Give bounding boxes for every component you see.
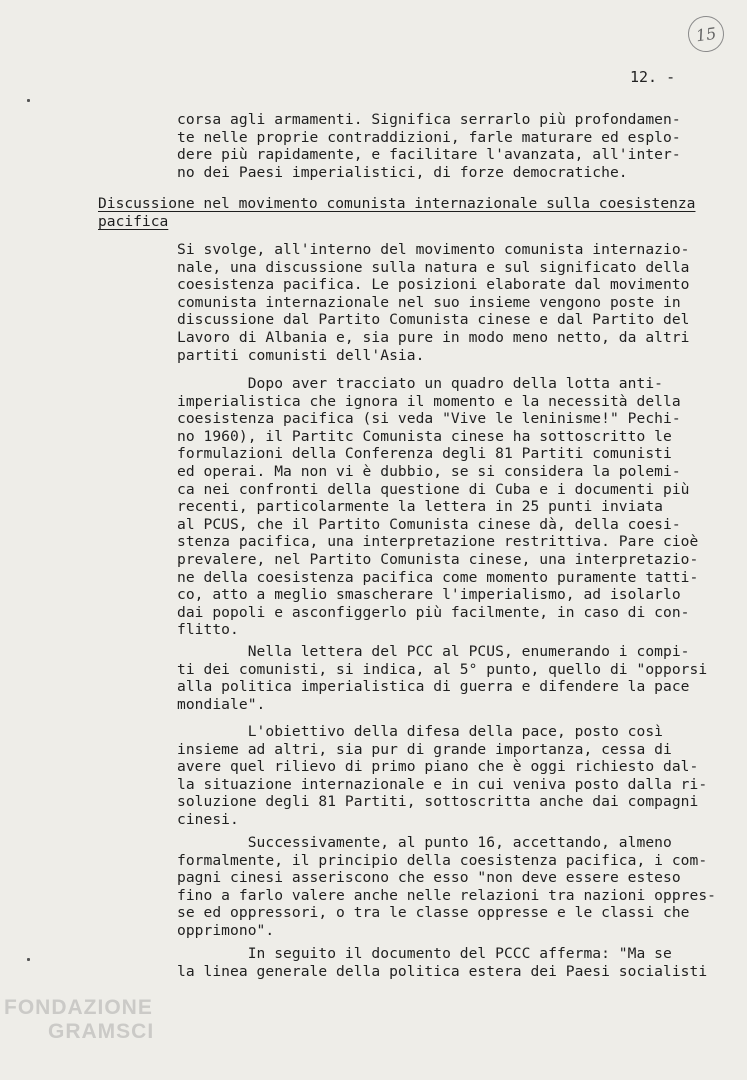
margin-mark [27, 958, 30, 961]
archive-watermark [4, 996, 194, 1044]
page-number: 12. - [630, 68, 676, 86]
paragraph-5: Successivamente, al punto 16, accettando, almeno formalmente, il principio della coesistenza pacifica, i com- pagni cinesi asseriscono che esso "non deve essere esteso fino a farlo valere anche nelle relazioni tra nazioni oppres- se ed oppressori, o tra le classe oppresse e le classi che opprimono". [177, 834, 717, 939]
section-heading [98, 195, 708, 230]
watermark-line-2: GRAMSCI [48, 1020, 155, 1043]
archive-folio-stamp: 15 [686, 14, 727, 55]
paragraph-1: Si svolge, all'interno del movimento comunista internazio- nale, una discussione sulla natura e sul significato della coesistenza pacifica. Le posizioni elaborate dal movimento comunista internazionale nel suo insieme vengono poste in discussione dal Partito Comunista cinese e dal Partito del Lavoro di Albania e, sia pure in modo meno netto, da altri partiti comunisti dell'Asia. [177, 241, 690, 364]
paragraph-3: Nella lettera del PCC al PCUS, enumerando i compi- ti dei comunisti, si indica, al 5° punto, quello di "opporsi alla politica imperialistica di guerra e difendere la pace mondiale". [177, 643, 708, 713]
paragraph-6: In seguito il documento del PCCC afferma: "Ma se la linea generale della politica estera dei Paesi socialisti [177, 945, 708, 980]
paragraph-continuation: corsa agli armamenti. Significa serrarlo più profondamen- te nelle proprie contraddizioni, farle maturare ed esplo- dere più rapidamente, e facilitare l'avanzata, all'inter- no dei Paesi imperialistici, di forze democratiche. [177, 111, 681, 181]
paragraph-2: Dopo aver tracciato un quadro della lotta anti- imperialistica che ignora il momento e la necessità della coesistenza pacifica (si veda "Vive le leninisme!" Pechi- no 1960), il Partitc Comunista cinese ha sottoscritto le formulazioni della Conferenza degli 81 Partiti comunisti ed operai. Ma non vi è dubbio, se si considera la polemi- ca nei confronti della questione di Cuba e i documenti più recenti, particolarmente la lettera in 25 punti inviata al PCUS, che il Partito Comunista cinese dà, della coesi- stenza pacifica, una interpretazione restrittiva. Pare cioè prevalere, nel Partito Comunista cinese, una interpretazio- ne della coesistenza pacifica come momento puramente tatti- co, atto a meglio smascherare l'imperialismo, ad isolarlo dai popoli e asconfiggerlo più facilmente, in caso di con- flitto. [177, 375, 699, 639]
paragraph-4: L'obiettivo della difesa della pace, posto così insieme ad altri, sia pur di grande importanza, cessa di avere quel rilievo di primo piano che è oggi richiesto dal- la situazione internazionale e in cui veniva posto dalla ri- soluzione degli 81 Partiti, sottoscritta anche dai compagni cinesi. [177, 723, 708, 828]
watermark-line-1: FONDAZIONE [4, 996, 153, 1019]
section-heading-text: Discussione nel movimento comunista internazionale sulla coesistenza pacifica [98, 195, 696, 230]
margin-mark [27, 99, 30, 102]
